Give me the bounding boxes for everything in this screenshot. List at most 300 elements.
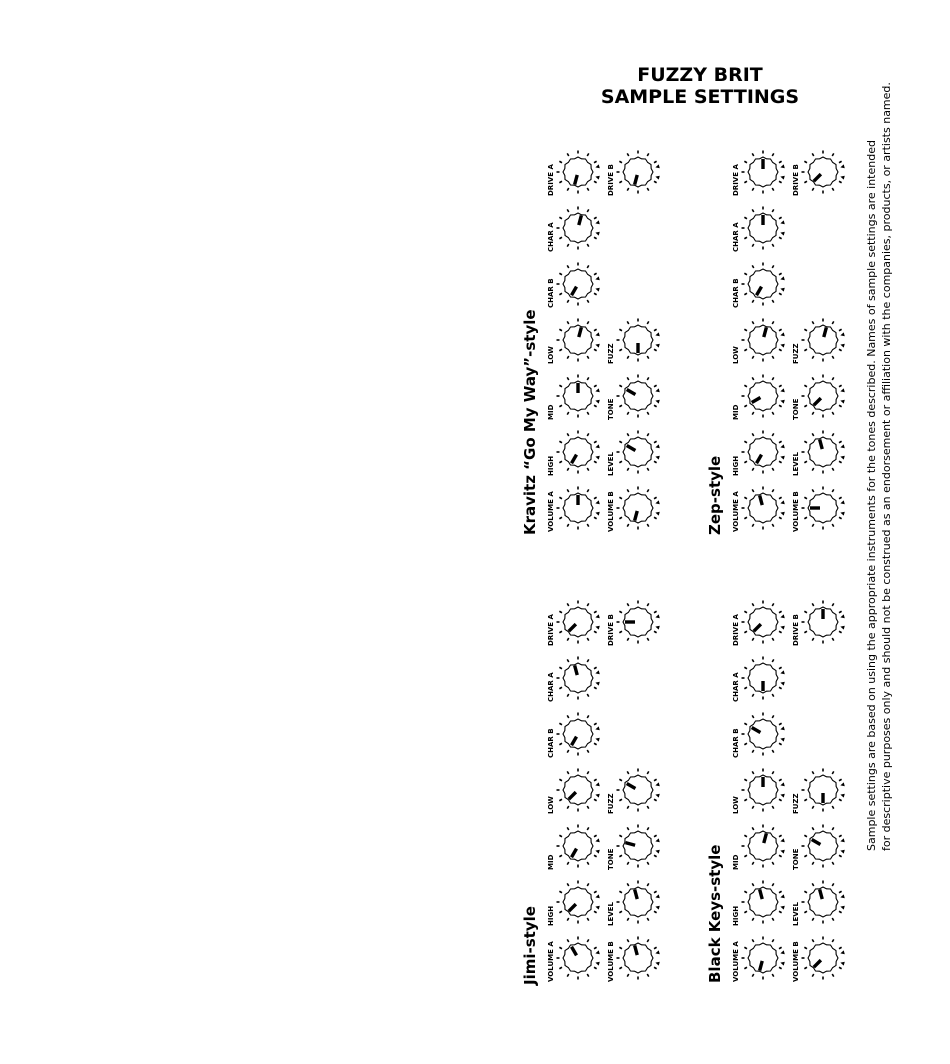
knob-tick <box>812 188 814 191</box>
disclaimer <box>864 82 894 851</box>
title-line-2: SAMPLE SETTINGS <box>600 86 800 108</box>
knob-tick <box>587 433 589 436</box>
knob-label: TONE <box>792 398 800 420</box>
knob-tick <box>619 855 622 857</box>
knob-tick <box>647 827 649 830</box>
knob-body <box>563 325 593 355</box>
knob-kravitz-go-my-way-style-high <box>555 429 601 475</box>
knob-label: MID <box>547 854 555 870</box>
knob-label: FUZZ <box>607 343 615 364</box>
knob-tick <box>772 489 774 492</box>
knob-dial <box>615 823 661 869</box>
knob-limit-marker <box>780 793 785 798</box>
knob-tick <box>744 293 747 295</box>
knob-tick <box>779 799 782 801</box>
preset-title-black-keys: Black Keys-style <box>706 844 724 983</box>
knob-dial <box>555 149 601 195</box>
knob-kravitz-go-my-way-style-low <box>555 317 601 363</box>
knob-tick <box>779 835 782 837</box>
knob-tick <box>594 631 597 633</box>
knob-tick <box>587 412 589 415</box>
knob-tick <box>647 433 649 436</box>
knob-zep-style-low <box>740 317 786 363</box>
knob-limit-marker <box>655 782 660 787</box>
knob-tick <box>654 517 657 519</box>
knob-limit-marker <box>595 332 600 337</box>
knob-black-keys-style-tone <box>800 823 846 869</box>
knob-tick <box>804 461 807 463</box>
knob-tick <box>619 891 622 893</box>
knob-tick <box>587 974 589 977</box>
knob-tick <box>832 974 834 977</box>
knob-tick <box>587 883 589 886</box>
knob-limit-marker <box>840 332 845 337</box>
knob-tick <box>567 806 569 809</box>
knob-tick <box>647 321 649 324</box>
knob-dial <box>740 429 786 475</box>
knob-tick <box>779 181 782 183</box>
knob-dial <box>555 879 601 925</box>
knob-zep-style-char-b <box>740 261 786 307</box>
knob-tick <box>559 497 562 499</box>
knob-limit-marker <box>780 950 785 955</box>
knob-tick <box>772 694 774 697</box>
knob-tick <box>654 161 657 163</box>
knob-dial <box>555 261 601 307</box>
knob-kravitz-go-my-way-style-volume-b <box>615 485 661 531</box>
knob-tick <box>832 827 834 830</box>
knob-label: MID <box>732 404 740 420</box>
knob-dial <box>740 485 786 531</box>
knob-tick <box>744 461 747 463</box>
knob-limit-marker <box>780 681 785 686</box>
knob-dial <box>800 373 846 419</box>
knob-jimi-style-fuzz <box>615 767 661 813</box>
knob-tick <box>587 694 589 697</box>
knob-tick <box>804 835 807 837</box>
knob-tick <box>772 468 774 471</box>
knob-tick <box>779 349 782 351</box>
knob-tick <box>772 300 774 303</box>
knob-tick <box>567 265 569 268</box>
knob-tick <box>654 181 657 183</box>
knob-body <box>563 437 593 467</box>
knob-limit-marker <box>780 782 785 787</box>
knob-body <box>563 663 593 693</box>
knob-limit-marker <box>595 175 600 180</box>
knob-tick <box>744 779 747 781</box>
knob-zep-style-drive-b <box>800 149 846 195</box>
knob-tick <box>744 723 747 725</box>
knob-tick <box>812 827 814 830</box>
knob-tick <box>627 188 629 191</box>
knob-tick <box>587 489 589 492</box>
knob-tick <box>559 779 562 781</box>
knob-limit-marker <box>840 511 845 516</box>
knob-tick <box>772 321 774 324</box>
knob-tick <box>772 603 774 606</box>
knob-tick <box>812 974 814 977</box>
knob-dial <box>615 599 661 645</box>
knob-limit-marker <box>840 614 845 619</box>
knob-tick <box>587 468 589 471</box>
knob-tick <box>559 835 562 837</box>
knob-limit-marker <box>840 625 845 630</box>
knob-black-keys-style-mid <box>740 823 786 869</box>
knob-limit-marker <box>780 332 785 337</box>
knob-body <box>748 943 778 973</box>
knob-body <box>808 887 838 917</box>
knob-tick <box>594 217 597 219</box>
knob-tick <box>627 974 629 977</box>
knob-tick <box>752 300 754 303</box>
knob-limit-marker <box>780 905 785 910</box>
knob-dial <box>800 485 846 531</box>
knob-tick <box>567 489 569 492</box>
knob-dial <box>740 823 786 869</box>
knob-tick <box>559 687 562 689</box>
knob-label: DRIVE A <box>732 164 740 196</box>
knob-label: HIGH <box>732 455 740 476</box>
knob-tick <box>559 181 562 183</box>
knob-tick <box>772 188 774 191</box>
knob-tick <box>839 329 842 331</box>
knob-limit-marker <box>595 681 600 686</box>
knob-limit-marker <box>780 343 785 348</box>
knob-dial <box>800 149 846 195</box>
knob-label: FUZZ <box>792 343 800 364</box>
knob-tick <box>804 497 807 499</box>
knob-tick <box>594 911 597 913</box>
knob-tick <box>752 412 754 415</box>
knob-limit-marker <box>840 175 845 180</box>
knob-jimi-style-char-a <box>555 655 601 701</box>
knob-tick <box>812 377 814 380</box>
knob-limit-marker <box>780 231 785 236</box>
preset-title-kravitz: Kravitz “Go My Way”-style <box>521 309 539 535</box>
knob-limit-marker <box>595 455 600 460</box>
knob-tick <box>832 153 834 156</box>
knob-tick <box>752 433 754 436</box>
knob-body <box>563 775 593 805</box>
knob-tick <box>812 883 814 886</box>
knob-limit-marker <box>780 276 785 281</box>
knob-dial <box>740 767 786 813</box>
knob-dial <box>615 935 661 981</box>
knob-tick <box>559 237 562 239</box>
knob-tick <box>587 771 589 774</box>
knob-tick <box>812 603 814 606</box>
knob-limit-marker <box>655 838 660 843</box>
knob-limit-marker <box>780 894 785 899</box>
knob-limit-marker <box>840 793 845 798</box>
knob-limit-marker <box>840 388 845 393</box>
knob-tick <box>772 918 774 921</box>
knob-tick <box>619 967 622 969</box>
knob-tick <box>587 321 589 324</box>
knob-tick <box>654 967 657 969</box>
knob-tick <box>804 967 807 969</box>
knob-limit-marker <box>840 444 845 449</box>
knob-zep-style-level <box>800 429 846 475</box>
preset-title-jimi: Jimi-style <box>521 906 539 985</box>
knob-label: VOLUME B <box>607 491 615 532</box>
knob-limit-marker <box>840 961 845 966</box>
knob-tick <box>812 806 814 809</box>
knob-limit-marker <box>840 399 845 404</box>
knob-tick <box>559 967 562 969</box>
knob-dial <box>615 879 661 925</box>
knob-tick <box>832 489 834 492</box>
knob-tick <box>752 862 754 865</box>
knob-tick <box>587 862 589 865</box>
knob-tick <box>587 939 589 942</box>
knob-label: CHAR B <box>547 278 555 308</box>
knob-dial <box>555 711 601 757</box>
knob-tick <box>654 385 657 387</box>
knob-tick <box>779 947 782 949</box>
knob-body <box>748 719 778 749</box>
knob-limit-marker <box>595 737 600 742</box>
knob-limit-marker <box>780 670 785 675</box>
knob-tick <box>752 827 754 830</box>
knob-label: CHAR A <box>732 222 740 252</box>
knob-tick <box>619 385 622 387</box>
knob-tick <box>744 273 747 275</box>
knob-tick <box>567 827 569 830</box>
knob-limit-marker <box>595 849 600 854</box>
knob-tick <box>779 161 782 163</box>
knob-tick <box>839 461 842 463</box>
knob-tick <box>752 974 754 977</box>
knob-tick <box>779 911 782 913</box>
knob-zep-style-volume-b <box>800 485 846 531</box>
knob-dial <box>555 767 601 813</box>
knob-tick <box>839 835 842 837</box>
knob-tick <box>647 883 649 886</box>
knob-tick <box>567 188 569 191</box>
knob-tick <box>839 779 842 781</box>
knob-tick <box>594 967 597 969</box>
knob-tick <box>559 517 562 519</box>
knob-tick <box>587 300 589 303</box>
knob-body <box>623 437 653 467</box>
preset-title-zep: Zep-style <box>706 455 724 535</box>
knob-limit-marker <box>840 455 845 460</box>
knob-limit-marker <box>595 220 600 225</box>
disclaimer-line-2: for descriptive purposes only and should not be construed as an endorsement or affiliation with the companies, products, or artists named. <box>880 82 893 851</box>
knob-tick <box>587 603 589 606</box>
knob-tick <box>744 855 747 857</box>
knob-body <box>623 887 653 917</box>
knob-tick <box>744 441 747 443</box>
knob-dial <box>740 373 786 419</box>
knob-tick <box>832 524 834 527</box>
knob-tick <box>832 188 834 191</box>
knob-tick <box>779 461 782 463</box>
knob-label: VOLUME B <box>792 491 800 532</box>
knob-tick <box>772 638 774 641</box>
knob-tick <box>594 349 597 351</box>
knob-tick <box>744 385 747 387</box>
knob-tick <box>594 461 597 463</box>
knob-black-keys-style-level <box>800 879 846 925</box>
knob-tick <box>587 377 589 380</box>
knob-tick <box>587 524 589 527</box>
knob-tick <box>647 862 649 865</box>
knob-tick <box>619 441 622 443</box>
knob-body <box>748 831 778 861</box>
knob-label: LOW <box>547 346 555 364</box>
knob-tick <box>772 750 774 753</box>
knob-tick <box>744 181 747 183</box>
knob-label: HIGH <box>732 905 740 926</box>
knob-label: MID <box>547 404 555 420</box>
knob-dial <box>555 823 601 869</box>
knob-tick <box>752 188 754 191</box>
knob-tick <box>804 441 807 443</box>
knob-tick <box>619 349 622 351</box>
knob-tick <box>779 855 782 857</box>
knob-tick <box>812 918 814 921</box>
knob-tick <box>587 356 589 359</box>
knob-tick <box>594 181 597 183</box>
knob-tick <box>587 659 589 662</box>
knob-tick <box>744 161 747 163</box>
knob-tick <box>772 974 774 977</box>
knob-tick <box>594 743 597 745</box>
knob-tick <box>627 918 629 921</box>
knob-tick <box>647 918 649 921</box>
knob-body <box>808 437 838 467</box>
knob-tick <box>779 273 782 275</box>
knob-tick <box>744 687 747 689</box>
knob-tick <box>772 862 774 865</box>
knob-limit-marker <box>780 399 785 404</box>
knob-tick <box>832 377 834 380</box>
knob-tick <box>832 918 834 921</box>
knob-tick <box>812 524 814 527</box>
knob-limit-marker <box>780 455 785 460</box>
knob-tick <box>804 947 807 949</box>
knob-tick <box>619 835 622 837</box>
knob-tick <box>779 293 782 295</box>
knob-dial <box>740 711 786 757</box>
knob-dial <box>740 149 786 195</box>
knob-limit-marker <box>655 849 660 854</box>
knob-limit-marker <box>655 343 660 348</box>
knob-tick <box>779 217 782 219</box>
knob-dial <box>555 935 601 981</box>
knob-tick <box>647 377 649 380</box>
knob-tick <box>654 835 657 837</box>
knob-tick <box>619 611 622 613</box>
page-title <box>560 64 840 108</box>
knob-dial <box>555 373 601 419</box>
knob-limit-marker <box>655 950 660 955</box>
knob-limit-marker <box>840 950 845 955</box>
knob-label: VOLUME A <box>547 941 555 982</box>
knob-label: TONE <box>607 398 615 420</box>
knob-limit-marker <box>595 905 600 910</box>
knob-tick <box>744 947 747 949</box>
knob-tick <box>779 405 782 407</box>
knob-black-keys-style-low <box>740 767 786 813</box>
knob-black-keys-style-drive-b <box>800 599 846 645</box>
knob-limit-marker <box>780 444 785 449</box>
knob-limit-marker <box>595 726 600 731</box>
knob-limit-marker <box>595 625 600 630</box>
knob-tick <box>779 631 782 633</box>
knob-tick <box>744 967 747 969</box>
knob-limit-marker <box>840 343 845 348</box>
knob-dial <box>740 599 786 645</box>
knob-body <box>623 943 653 973</box>
knob-tick <box>839 855 842 857</box>
knob-label: DRIVE B <box>792 164 800 196</box>
knob-label: CHAR B <box>547 728 555 758</box>
knob-tick <box>654 947 657 949</box>
knob-tick <box>772 827 774 830</box>
knob-body <box>808 831 838 861</box>
knob-tick <box>779 779 782 781</box>
knob-tick <box>804 405 807 407</box>
knob-limit-marker <box>595 793 600 798</box>
knob-tick <box>594 799 597 801</box>
knob-tick <box>567 603 569 606</box>
knob-tick <box>839 497 842 499</box>
knob-tick <box>752 244 754 247</box>
knob-dial <box>555 599 601 645</box>
knob-tick <box>559 405 562 407</box>
knob-tick <box>647 603 649 606</box>
knob-tick <box>804 349 807 351</box>
knob-label: DRIVE B <box>607 614 615 646</box>
knob-label: CHAR A <box>732 672 740 702</box>
knob-tick <box>779 743 782 745</box>
knob-tick <box>587 827 589 830</box>
knob-tick <box>752 489 754 492</box>
knob-limit-marker <box>840 894 845 899</box>
knob-tick <box>779 517 782 519</box>
knob-tick <box>627 862 629 865</box>
knob-limit-marker <box>595 614 600 619</box>
knob-tick <box>567 638 569 641</box>
knob-black-keys-style-char-a <box>740 655 786 701</box>
knob-limit-marker <box>780 220 785 225</box>
knob-tick <box>559 441 562 443</box>
knob-jimi-style-mid <box>555 823 601 869</box>
knob-limit-marker <box>780 737 785 742</box>
knob-tick <box>594 405 597 407</box>
knob-tick <box>627 433 629 436</box>
knob-tick <box>832 412 834 415</box>
knob-tick <box>772 209 774 212</box>
knob-tick <box>839 611 842 613</box>
knob-tick <box>567 244 569 247</box>
knob-tick <box>779 329 782 331</box>
knob-limit-marker <box>655 175 660 180</box>
knob-tick <box>619 911 622 913</box>
knob-tick <box>832 321 834 324</box>
knob-tick <box>804 779 807 781</box>
knob-zep-style-char-a <box>740 205 786 251</box>
knob-tick <box>752 265 754 268</box>
knob-tick <box>832 883 834 886</box>
knob-limit-marker <box>840 849 845 854</box>
knob-limit-marker <box>840 782 845 787</box>
knob-tick <box>779 667 782 669</box>
